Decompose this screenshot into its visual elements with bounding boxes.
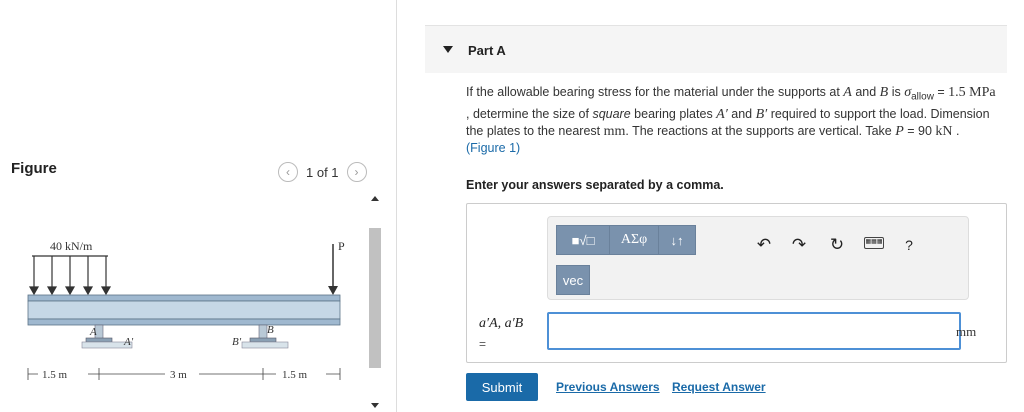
vec-button[interactable]: vec	[556, 265, 590, 295]
answer-box	[466, 203, 1007, 363]
pager-text: 1 of 1	[306, 164, 339, 180]
instruction-text: Enter your answers separated by a comma.	[466, 178, 724, 192]
beam-figure	[10, 192, 380, 410]
undo-icon[interactable]: ↶	[756, 235, 772, 254]
keyboard-icon[interactable]: ▦▦▦	[864, 237, 884, 249]
beam-top-flange	[28, 295, 340, 301]
support-a-plate	[86, 338, 112, 342]
figure-1-link[interactable]: (Figure 1)	[466, 140, 521, 155]
figure-scrollbar[interactable]	[368, 196, 382, 408]
reset-icon[interactable]: ↻	[829, 235, 845, 254]
beam-diagram	[10, 192, 370, 410]
point-load-label: P	[338, 239, 345, 253]
support-b-plate-label: B′	[232, 336, 242, 348]
templates-button[interactable]: ■√□	[556, 225, 610, 255]
next-figure-button[interactable]	[347, 162, 367, 182]
submit-button[interactable]: Submit	[466, 373, 538, 401]
chevron-left-icon: ‹	[286, 165, 290, 179]
answer-variable-label: a′A, a′B	[479, 316, 524, 331]
previous-answers-link[interactable]: Previous Answers	[556, 380, 660, 394]
answer-unit: mm	[956, 324, 977, 339]
question-text: If the allowable bearing stress for the material under the supports at A and B is $\sigma_{allow} = 1.5$ MPa , determine the size of square bearing plates A′ and B′ required to support the load. Dimension the plates to the nearest mm. The reactions at the supports are vertical. Take P = 90 kN . (Figure 1)	[466, 85, 996, 155]
distributed-load-arrows	[30, 256, 110, 294]
dimension-right: 1.5 m	[282, 369, 308, 381]
part-header[interactable]	[425, 25, 1007, 73]
scroll-up-arrow-icon[interactable]	[371, 196, 379, 201]
beam-web	[28, 301, 340, 319]
part-title: Part A	[468, 43, 506, 58]
support-a-plate-label: A′	[124, 336, 134, 348]
answer-equals: =	[479, 337, 487, 351]
scroll-thumb[interactable]	[369, 228, 381, 368]
support-b-plate	[250, 338, 276, 342]
dimension-left: 1.5 m	[42, 369, 68, 381]
previous-figure-button[interactable]	[278, 162, 298, 182]
help-icon[interactable]: ?	[905, 237, 913, 253]
support-a-label: A	[90, 326, 97, 338]
redo-icon[interactable]: ↷	[791, 235, 807, 254]
dimension-middle: 3 m	[170, 369, 187, 381]
figure-pager	[278, 162, 367, 182]
figure-panel	[0, 0, 397, 412]
point-load-arrowhead	[328, 286, 338, 295]
support-b-label: B	[267, 324, 274, 336]
math-toolbar	[547, 216, 969, 300]
request-answer-link[interactable]: Request Answer	[672, 380, 766, 394]
distributed-load-label: 40 kN/m	[50, 239, 93, 253]
answer-input[interactable]	[547, 312, 961, 350]
collapse-caret-icon[interactable]	[443, 46, 453, 53]
figure-label: Figure	[11, 160, 57, 177]
support-b-base	[242, 342, 288, 348]
support-b-post	[259, 325, 267, 339]
beam-bottom-flange	[28, 319, 340, 325]
question-panel	[425, 25, 1007, 412]
greek-symbols-button[interactable]: ΑΣφ	[609, 225, 659, 255]
arrows-button[interactable]: ↓↑	[658, 225, 696, 255]
chevron-right-icon: ›	[354, 165, 359, 179]
scroll-down-arrow-icon[interactable]	[371, 403, 379, 408]
